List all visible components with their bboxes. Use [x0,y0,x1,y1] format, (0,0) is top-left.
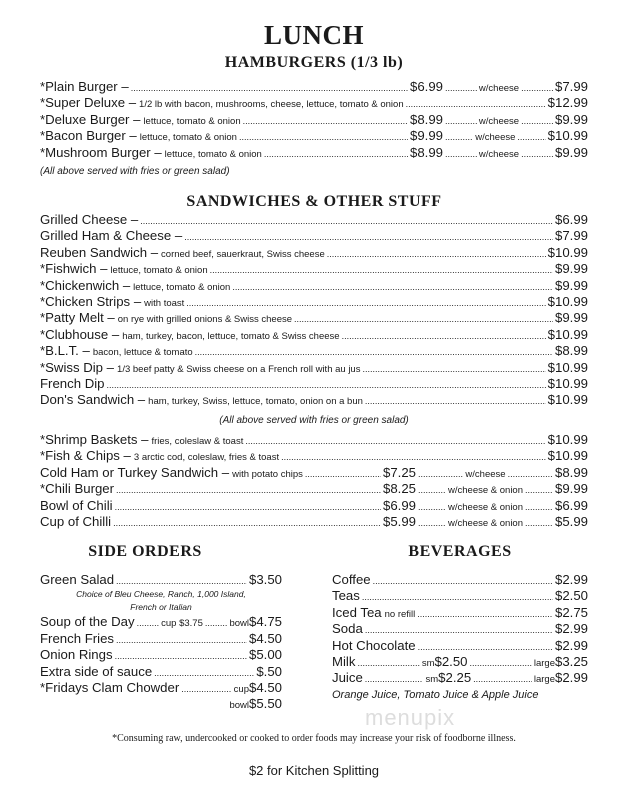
menu-item [332,588,588,604]
item-price: $7.25 [382,464,416,480]
item-name: Cup of Chilli [40,513,112,529]
hamburgers-note: (All above served with fries or green salad) [40,166,230,177]
option-price: $7.99 [554,79,588,94]
dot-leader [445,116,477,126]
menu-item [40,481,588,497]
item-name: *Plain Burger – [40,79,129,94]
item-name: Hot Chocolate [332,637,416,653]
item-price: $10.99 [547,293,588,309]
item-name: *Fish & Chips – [40,448,131,464]
item-name: Milk [332,653,356,669]
dot-leader [327,249,546,259]
item-name: Cold Ham or Turkey Sandwich – [40,464,230,480]
size-label: sm [425,674,439,686]
item-name: Soda [332,621,363,637]
dot-leader [210,265,553,275]
option-price: $10.99 [547,128,589,144]
menu-item [40,376,588,392]
menu-item [40,392,588,408]
menu-item [40,310,588,326]
item-price: $2.75 [554,604,588,620]
option-label: w/cheese [478,83,520,94]
menu-item [332,572,588,588]
menu-item [40,432,588,448]
item-price: $4.50 [248,630,282,646]
dot-leader [470,658,532,668]
cheese-option [443,112,588,127]
dot-leader [418,485,446,495]
item-name: *Super Deluxe – [40,95,137,111]
item-price: $2.99 [554,621,588,637]
dot-leader [418,642,553,652]
option-price: $9.99 [555,481,589,497]
kitchen-splitting-note: $2 for Kitchen Splitting [248,763,380,778]
menu-item [40,614,282,630]
item-description: lettuce, tomato & onion [133,281,231,293]
item-name: Don's Sandwich – [40,392,146,408]
item-name: *Fridays Clam Chowder [40,679,180,695]
item-description: with toast [144,297,185,309]
beverages-heading: BEVERAGES [408,543,512,560]
menu-item [332,638,588,654]
item-name: Bowl of Chili [40,497,113,513]
item-note: Choice of Bleu Cheese, Ranch, 1,000 Island, [76,589,246,600]
item-price: $4.50 [248,679,282,695]
item-name: *B.L.T. – [40,343,90,359]
menu-item [40,228,588,244]
dot-leader [517,132,545,142]
menu-item [40,647,282,663]
size-label: large [533,674,555,686]
item-price: $6.99 [554,212,588,227]
item-price: $5.99 [382,513,416,529]
menu-item [40,112,588,128]
dot-leader [264,149,408,159]
side-orders-list [40,572,282,713]
dot-leader [281,452,546,462]
item-description: lettuce, tomato & onion [143,115,241,127]
dot-leader [525,518,553,528]
menu-item [40,631,282,647]
side-orders-heading: SIDE ORDERS [88,543,202,560]
menu-item [40,343,588,359]
option-price: $6.99 [555,497,589,513]
dot-leader [107,380,546,390]
item-description: fries, coleslaw & toast [151,436,244,447]
option-label: w/cheese [478,115,520,127]
dot-leader [116,485,381,495]
item-price: $9.99 [409,128,443,144]
item-price: $10.99 [547,392,588,408]
item-price: $6.99 [409,79,443,94]
size-label: sm [421,657,435,669]
item-price: $6.99 [382,497,416,513]
menu-item [332,605,588,621]
item-price: $3.50 [248,572,282,587]
dot-leader [131,83,408,93]
menu-item [40,448,588,464]
size-price: $2.50 [434,653,468,669]
option-label: w/cheese [478,148,520,160]
item-description: 1/3 beef patty & Swiss cheese on a French roll with au jus [117,363,361,375]
item-name: *Shrimp Baskets – [40,432,149,447]
item-description: lettuce, tomato & onion [139,132,237,144]
dot-leader [365,625,553,635]
disclaimer: *Consuming raw, undercooked or cooked to order foods may increase your risk of foodborne illness. [112,733,516,744]
menu-item [40,128,588,144]
option-label: w/cheese [465,468,506,480]
item-price: $10.99 [547,359,588,375]
option-price: $5.99 [555,513,589,529]
sandwiches-heading: SANDWICHES & OTHER STUFF [186,193,442,210]
dot-leader [116,635,247,645]
item-price: $10.99 [547,448,588,464]
item-price: $8.25 [382,481,416,497]
size-label: bowl [229,618,249,630]
menu-item [40,498,588,514]
item-name: Green Salad [40,572,115,587]
item-name: *Mushroom Burger – [40,144,162,160]
item-price: $10.99 [547,244,588,260]
beverages-list [332,572,588,687]
item-name: Extra side of sauce [40,663,153,679]
item-name: *Chickenwich – [40,277,131,293]
item-name: Reuben Sandwich – [40,244,159,260]
item-price: $5.00 [248,647,282,663]
item-price: $3.25 [554,653,588,669]
dot-leader [239,132,408,142]
option-label: w/cheese & onion [448,517,523,529]
dot-leader [418,502,446,512]
item-price: $2.99 [554,637,588,653]
dot-leader [115,651,247,661]
dot-leader [305,469,381,479]
size-label: large [533,657,555,669]
hamburgers-list [40,79,588,161]
item-price: $9.99 [554,310,588,326]
item-price: $9.99 [554,261,588,277]
item-name: French Fries [40,630,115,646]
item-name: French Dip [40,375,105,391]
menu-item [332,654,588,670]
menu-item [40,278,588,294]
dot-leader [362,364,545,374]
item-name: *Patty Melt – [40,310,115,326]
item-price: $5.50 [248,696,282,712]
cheese-option [443,128,588,143]
menu-item [40,360,588,376]
item-description: on rye with grilled onions & Swiss cheese [117,314,293,326]
item-description: with potato chips [232,468,303,480]
sandwiches-list [40,212,588,409]
beverages-note: Orange Juice, Tomato Juice & Apple Juice [332,689,539,701]
item-price: $12.99 [547,95,588,111]
dot-leader [245,436,545,446]
option-price: $9.99 [554,144,588,160]
dot-leader [365,674,424,684]
item-name: Onion Rings [40,647,113,663]
dot-leader [195,347,553,357]
menu-item [40,327,588,343]
dot-leader [232,282,553,292]
item-name: *Swiss Dip – [40,359,115,375]
size-label: bowl [229,700,249,712]
cheese-option [416,481,588,496]
item-price: $8.99 [554,343,588,359]
dot-leader [525,502,553,512]
menu-item-line [40,696,282,712]
item-name: Coffee [332,572,371,587]
dot-leader [184,232,553,242]
item-price: $7.99 [554,228,588,244]
menu-item [40,572,282,588]
item-price: $.50 [256,663,282,679]
dot-leader [473,674,532,684]
option-label: w/cheese & onion [448,501,523,513]
item-description: lettuce, tomato & onion [164,148,262,160]
menu-item [40,261,588,277]
item-price: $2.99 [554,670,588,686]
dot-leader [115,502,381,512]
item-name: *Clubhouse – [40,326,120,342]
menu-title: LUNCH [263,20,364,50]
menu-item [40,664,282,680]
watermark: menupix [365,705,456,730]
item-price: $10.99 [547,375,588,391]
dot-leader [294,314,553,324]
item-description: ham, turkey, bacon, lettuce, tomato & Swiss cheese [122,330,340,342]
dot-leader [445,149,477,159]
menu-item [40,245,588,261]
dot-leader [181,684,231,694]
item-description: corned beef, sauerkraut, Swiss cheese [161,248,325,260]
menu-item [332,621,588,637]
dot-leader [357,658,419,668]
dot-leader [373,576,553,586]
menu-item [40,212,588,228]
dot-leader [445,83,477,93]
size-label: cup $3.75 [161,618,203,630]
cheese-option [443,145,588,160]
dot-leader [417,609,553,619]
item-name: *Deluxe Burger – [40,111,141,127]
dot-leader [365,396,546,406]
dot-leader [508,469,553,479]
dot-leader [243,116,408,126]
size-label: cup [233,683,249,695]
menu-item [40,680,282,696]
item-name: Grilled Ham & Cheese – [40,228,183,244]
menu-item [332,670,588,686]
item-name: *Chili Burger [40,481,115,497]
item-name: Teas [332,588,360,604]
dot-leader [521,149,553,159]
cheese-option [443,79,588,94]
dot-leader [525,485,553,495]
item-price: $10.99 [547,432,588,447]
dot-leader [406,99,546,109]
item-description: 1/2 lb with bacon, mushrooms, cheese, lettuce, tomato & onion [139,99,404,111]
dot-leader [418,518,446,528]
item-description: 3 arctic cod, coleslaw, fries & toast [133,452,280,464]
option-label: w/cheese [475,132,516,144]
dot-leader [154,668,254,678]
dot-leader [445,132,473,142]
menu-item [40,145,588,161]
option-label: w/cheese & onion [448,485,523,497]
dot-leader [521,116,553,126]
item-price: $9.99 [554,277,588,293]
option-price: $9.99 [554,111,588,127]
dot-leader [140,216,553,226]
item-note: French or Italian [130,602,192,613]
item-price: $2.99 [554,572,588,587]
sandwiches-list-2 [40,432,588,530]
item-description: lettuce, tomato & onion [110,265,208,277]
item-name: *Bacon Burger – [40,128,137,144]
item-description: bacon, lettuce & tomato [92,347,193,359]
cheese-option [416,465,588,480]
dot-leader [521,83,553,93]
dot-leader [137,618,160,628]
dot-leader [342,331,546,341]
item-price: $8.99 [409,144,443,160]
item-price: $4.75 [248,614,282,630]
dot-leader [362,592,553,602]
menu-item [40,79,588,95]
cheese-option [416,514,588,529]
menu-item [40,465,588,481]
size-price: $2.25 [438,670,472,686]
sandwiches-note: (All above served with fries or green salad) [219,415,409,426]
menu-item [40,514,588,530]
option-price: $8.99 [554,464,588,480]
item-price: $10.99 [547,326,588,342]
dot-leader [205,618,228,628]
item-price: $8.99 [409,111,443,127]
item-name: Juice [332,670,363,686]
item-name: Soup of the Day [40,614,135,630]
dot-leader [113,518,381,528]
item-description: ham, turkey, Swiss, lettuce, tomato, onion on a bun [148,396,363,408]
item-price: $2.50 [554,588,588,604]
item-name: *Fishwich – [40,261,108,277]
item-name: Iced Tea [332,604,382,620]
cheese-option [416,498,588,513]
menu-item [40,95,588,111]
dot-leader [186,298,545,308]
dot-leader [418,469,463,479]
item-description: no refill [384,608,416,620]
item-name: Grilled Cheese – [40,212,139,227]
dot-leader [116,576,247,586]
menu-item [40,294,588,310]
item-name: *Chicken Strips – [40,293,142,309]
hamburgers-heading: HAMBURGERS (1/3 lb) [224,54,404,71]
